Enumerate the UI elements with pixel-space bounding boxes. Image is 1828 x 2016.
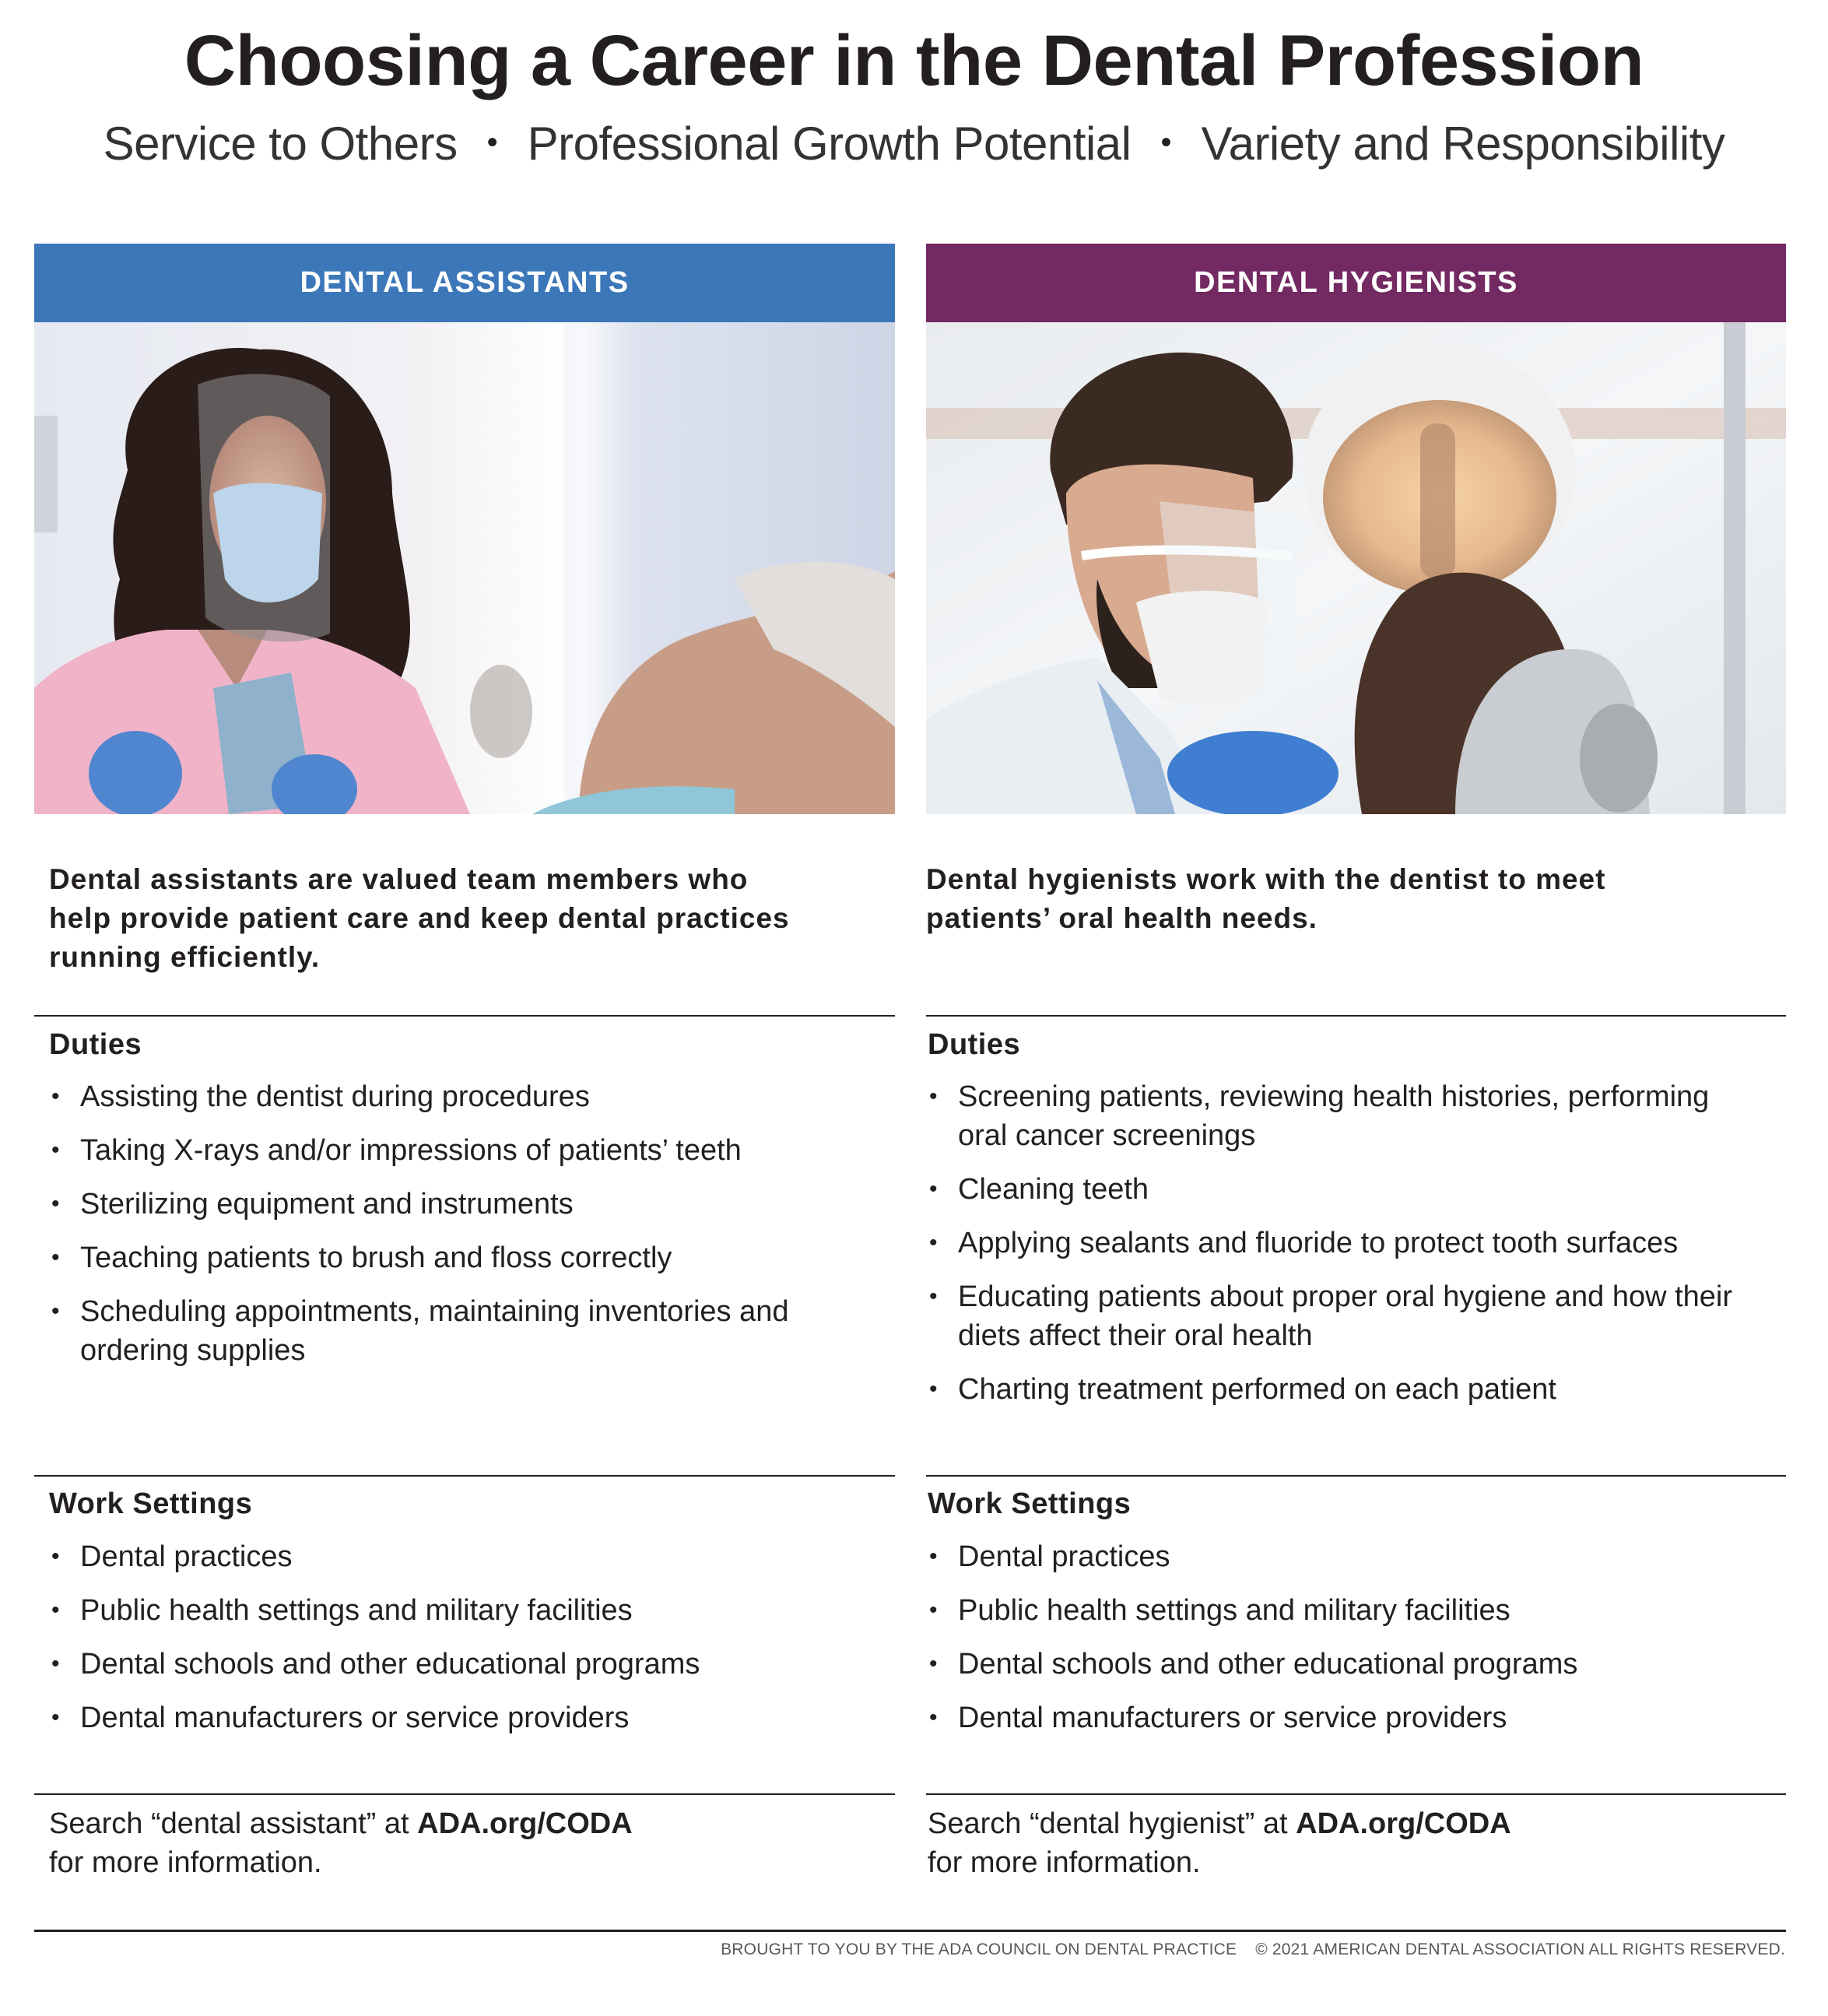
footer-credit: BROUGHT TO YOU BY THE ADA COUNCIL ON DENTAL PRACTICE [721,1940,1237,1958]
bullet-icon: • [51,1544,60,1569]
search-prefix: Search “dental hygienist” at [928,1807,1296,1840]
bullet-icon: • [51,1298,60,1324]
list-item: • Dental schools and other educational programs [51,1645,868,1684]
divider [926,1015,1786,1017]
intro-line: patients’ oral health needs. [926,902,1317,934]
bullet-icon: • [51,1084,60,1109]
bullet-icon: • [929,1705,938,1730]
dental-assistants-intro [49,860,889,977]
dental-hygienists-search-note [928,1804,1511,1882]
dental-assistants-settings-list [51,1537,868,1752]
intro-line: help provide patient care and keep dental practices [49,902,790,934]
intro-line: Dental hygienists work with the dentist to meet [926,863,1606,895]
bullet-icon: • [51,1191,60,1217]
dental-assistants-duties-list [51,1077,868,1385]
dental-hygienists-intro [926,860,1767,938]
bullet-icon: • [929,1084,938,1109]
list-item: • Charting treatment performed on each patient [929,1370,1746,1409]
tagline-service: Service to Others [103,118,458,170]
dental-hygienists-duties-heading: Duties [928,1028,1021,1061]
list-item: • Applying sealants and fluoride to protect tooth surfaces [929,1224,1746,1263]
list-item: • Dental manufacturers or service providers [51,1698,868,1737]
bullet-icon: • [51,1651,60,1677]
divider [926,1475,1786,1477]
list-item: • Scheduling appointments, maintaining inventories and ordering supplies [51,1292,851,1370]
coda-link[interactable]: ADA.org/CODA [417,1807,633,1840]
intro-line: running efficiently. [49,941,321,973]
divider [34,1793,895,1795]
dental-hygienist-photo-illustration [926,322,1786,814]
dental-hygienists-settings-list [929,1537,1746,1752]
dental-hygienists-header: DENTAL HYGIENISTS [926,244,1786,322]
footer [721,1940,1785,1959]
list-item: • Sterilizing equipment and instruments [51,1185,868,1224]
bullet-icon: • [929,1176,938,1202]
list-item: • Public health settings and military facilities [929,1591,1746,1630]
dental-assistants-work-settings-heading: Work Settings [49,1487,253,1520]
dental-hygienists-work-settings-heading: Work Settings [928,1487,1132,1520]
list-item: • Dental manufacturers or service providers [929,1698,1746,1737]
list-item: • Cleaning teeth [929,1170,1746,1209]
coda-link[interactable]: ADA.org/CODA [1296,1807,1511,1840]
bullet-icon: • [51,1705,60,1730]
footer-copyright: © 2021 AMERICAN DENTAL ASSOCIATION ALL RIGHTS RESERVED. [1255,1940,1785,1958]
bullet-icon: • [51,1245,60,1270]
bullet-icon: • [929,1651,938,1677]
bullet-icon: • [929,1597,938,1623]
page-title: Choosing a Career in the Dental Profession [184,21,1644,100]
bullet-icon: • [929,1544,938,1569]
bullet-icon: • [929,1376,938,1402]
bullet-separator: • [486,125,498,160]
bullet-icon: • [51,1137,60,1163]
bullet-icon: • [929,1230,938,1256]
divider [926,1793,1786,1795]
dental-assistant-photo-illustration [34,322,895,814]
list-item: • Dental practices [51,1537,868,1576]
intro-line: Dental assistants are valued team members who [49,863,749,895]
footer-divider [34,1930,1786,1932]
dental-assistants-header: DENTAL ASSISTANTS [34,244,895,322]
search-suffix: for more information. [49,1846,322,1879]
dental-assistant-photo [34,322,895,814]
dental-hygienist-photo [926,322,1786,814]
list-item: • Screening patients, reviewing health histories, performing oral cancer screenings [929,1077,1760,1155]
dental-hygienists-duties-list [929,1077,1746,1424]
list-item: • Dental practices [929,1537,1746,1576]
divider [34,1475,895,1477]
dental-assistants-column [34,244,895,814]
list-item: • Public health settings and military facilities [51,1591,868,1630]
list-item: • Assisting the dentist during procedures [51,1077,868,1116]
list-item: • Taking X-rays and/or impressions of patients’ teeth [51,1131,868,1170]
dental-assistants-duties-heading: Duties [49,1028,142,1061]
tagline-row [0,117,1828,174]
tagline-growth: Professional Growth Potential [527,118,1132,170]
list-item: • Dental schools and other educational programs [929,1645,1746,1684]
bullet-icon: • [929,1284,938,1309]
search-prefix: Search “dental assistant” at [49,1807,418,1840]
list-item: • Teaching patients to brush and floss correctly [51,1238,868,1277]
tagline-variety: Variety and Responsibility [1201,118,1725,170]
bullet-icon: • [51,1597,60,1623]
search-suffix: for more information. [928,1846,1201,1879]
dental-hygienists-column [926,244,1786,814]
bullet-separator: • [1160,125,1172,160]
dental-assistants-search-note [49,1804,633,1882]
divider [34,1015,895,1017]
list-item: • Educating patients about proper oral hygiene and how their diets affect their oral health [929,1277,1736,1355]
